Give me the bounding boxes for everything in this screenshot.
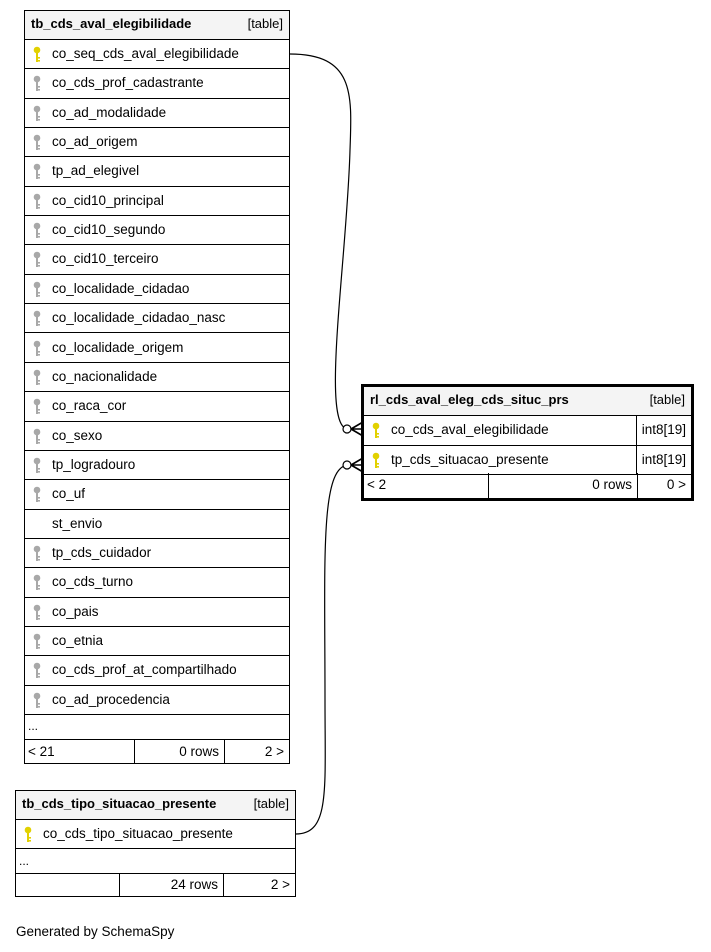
more-columns-row xyxy=(25,714,289,740)
table-type: [table] xyxy=(649,392,685,407)
table-header xyxy=(16,791,295,820)
column-row[interactable] xyxy=(25,627,289,656)
column-name: co_pais xyxy=(52,603,99,619)
column-name: co_cds_prof_at_compartilhado xyxy=(52,662,237,678)
column-name: co_sexo xyxy=(52,427,103,443)
foreign-key-icon xyxy=(33,398,41,415)
column-type: int8[19] xyxy=(641,422,686,437)
column-row[interactable] xyxy=(25,686,289,715)
table-footer xyxy=(16,873,295,896)
foreign-key-icon xyxy=(33,251,41,268)
foreign-key-icon xyxy=(33,105,41,122)
table-footer xyxy=(364,473,691,498)
foreign-key-icon xyxy=(33,633,41,650)
relationship-aval-to-rl xyxy=(290,54,351,429)
row-count: 0 rows xyxy=(134,740,224,763)
primary-key-icon xyxy=(372,452,380,469)
column-name: co_cid10_terceiro xyxy=(52,251,159,267)
foreign-key-icon xyxy=(33,134,41,151)
foreign-key-icon xyxy=(33,369,41,386)
table-rl-cds-aval-eleg-cds-situc-prs[interactable] xyxy=(361,384,694,501)
foreign-key-icon xyxy=(33,281,41,298)
column-name: co_cds_aval_elegibilidade xyxy=(391,422,549,437)
column-row[interactable] xyxy=(16,820,295,849)
ellipsis: ... xyxy=(19,854,30,868)
column-name: co_cid10_segundo xyxy=(52,222,166,238)
column-row[interactable] xyxy=(25,363,289,392)
column-row[interactable] xyxy=(25,187,289,216)
column-row[interactable] xyxy=(25,392,289,421)
table-tb-cds-aval-elegibilidade[interactable] xyxy=(24,10,290,764)
column-row[interactable] xyxy=(25,216,289,245)
column-name: co_cid10_principal xyxy=(52,192,164,208)
column-row[interactable] xyxy=(25,334,289,363)
column-name: co_ad_origem xyxy=(52,134,138,150)
primary-key-icon xyxy=(33,46,41,63)
table-name: tb_cds_aval_elegibilidade xyxy=(31,16,192,31)
column-row[interactable] xyxy=(25,422,289,451)
column-name: co_seq_cds_aval_elegibilidade xyxy=(52,46,239,61)
parents-count[interactable]: < 2 xyxy=(367,477,387,492)
table-tb-cds-tipo-situacao-presente[interactable] xyxy=(15,790,296,897)
column-name: co_nacionalidade xyxy=(52,368,158,384)
column-name: co_etnia xyxy=(52,633,104,648)
column-name: tp_cds_situacao_presente xyxy=(391,451,549,467)
foreign-key-icon xyxy=(33,457,41,474)
column-row[interactable] xyxy=(364,446,691,476)
foreign-key-icon xyxy=(33,163,41,180)
children-count[interactable]: 2 > xyxy=(224,740,289,763)
column-name: co_raca_cor xyxy=(52,398,127,414)
children-count[interactable]: 2 > xyxy=(223,873,295,896)
table-type: [table] xyxy=(247,16,283,31)
foreign-key-icon xyxy=(33,574,41,591)
foreign-key-icon xyxy=(33,604,41,621)
foreign-key-icon xyxy=(33,340,41,357)
column-name: co_cds_tipo_situacao_presente xyxy=(43,826,233,841)
column-name: co_ad_modalidade xyxy=(52,104,167,120)
row-count: 24 rows xyxy=(119,873,223,896)
optional-circle-marker xyxy=(343,461,351,469)
table-name: tb_cds_tipo_situacao_presente xyxy=(22,796,217,811)
column-name: tp_ad_elegivel xyxy=(52,163,140,179)
primary-key-icon xyxy=(372,422,380,439)
foreign-key-icon xyxy=(33,222,41,239)
column-row[interactable] xyxy=(25,40,289,69)
primary-key-icon xyxy=(24,826,32,843)
foreign-key-icon xyxy=(33,310,41,327)
column-row[interactable] xyxy=(25,128,289,157)
relationship-tipo-to-rl xyxy=(296,465,348,834)
row-count: 0 rows xyxy=(488,473,637,498)
column-row[interactable] xyxy=(25,157,289,186)
more-columns-row xyxy=(16,849,295,874)
column-name: co_localidade_cidadao xyxy=(52,280,190,296)
column-name: co_uf xyxy=(52,486,86,502)
ellipsis: ... xyxy=(28,719,39,733)
foreign-key-icon xyxy=(33,662,41,679)
column-name: co_ad_procedencia xyxy=(52,691,170,707)
column-row[interactable] xyxy=(25,656,289,685)
column-row[interactable] xyxy=(25,480,289,509)
parents-count[interactable]: < 21 xyxy=(28,744,55,759)
column-name: st_envio xyxy=(52,515,103,531)
column-row[interactable] xyxy=(25,245,289,274)
foreign-key-icon xyxy=(33,428,41,445)
column-row[interactable] xyxy=(25,304,289,333)
table-footer xyxy=(25,740,289,763)
column-row[interactable] xyxy=(25,539,289,568)
column-row[interactable] xyxy=(25,568,289,597)
column-row[interactable] xyxy=(25,69,289,98)
table-type: [table] xyxy=(253,796,289,811)
table-name: rl_cds_aval_eleg_cds_situc_prs xyxy=(370,392,569,407)
foreign-key-icon xyxy=(33,193,41,210)
column-row[interactable] xyxy=(25,275,289,304)
column-name: co_cds_prof_cadastrante xyxy=(52,75,204,91)
optional-circle-marker xyxy=(343,425,351,433)
column-name: co_localidade_origem xyxy=(52,339,184,355)
column-row[interactable] xyxy=(364,416,691,446)
column-row[interactable] xyxy=(25,451,289,480)
foreign-key-icon xyxy=(33,545,41,562)
column-name: co_localidade_cidadao_nasc xyxy=(52,310,226,326)
parents-count[interactable] xyxy=(16,873,119,896)
generator-credit: Generated by SchemaSpy xyxy=(16,924,175,939)
children-count[interactable]: 0 > xyxy=(637,473,691,498)
column-row[interactable] xyxy=(25,598,289,627)
column-row[interactable] xyxy=(25,99,289,128)
column-name: co_cds_turno xyxy=(52,574,134,590)
column-type: int8[19] xyxy=(641,451,686,467)
foreign-key-icon xyxy=(33,486,41,503)
table-header xyxy=(25,11,289,40)
column-name: tp_logradouro xyxy=(52,456,136,472)
column-row[interactable] xyxy=(25,510,289,539)
column-name: tp_cds_cuidador xyxy=(52,544,152,560)
foreign-key-icon xyxy=(33,75,41,92)
table-header xyxy=(364,387,691,416)
foreign-key-icon xyxy=(33,692,41,709)
